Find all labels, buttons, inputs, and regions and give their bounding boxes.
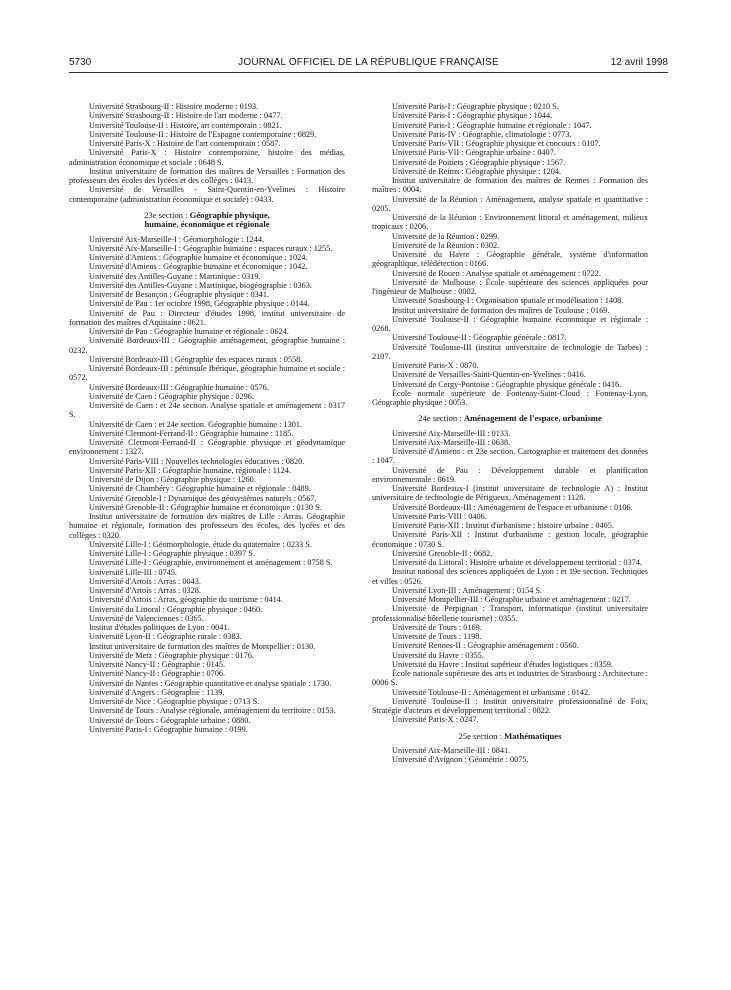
entry: Institut universitaire de formation des maîtres de Versailles : Formation des professeurs des écoles des lycées et des collèges : 0413.: [69, 166, 345, 185]
entry: Université Paris-XII : Institut d'urbanisme : gestion locale, géographie économique : 0730 S.: [372, 530, 648, 549]
section-heading-24: [372, 414, 648, 423]
entry: Université de Rouen : Analyse spatiale et aménagement : 0722.: [392, 268, 601, 278]
section-prefix: 24e section :: [418, 413, 462, 424]
entry: Université Aix-Marseille-III : 0638.: [392, 437, 511, 447]
entry: Université de Versailles - Saint-Quentin-en-Yvelines : Histoire contemporaine (administration économique et sociale) : 0433.: [69, 185, 345, 204]
entry: Université Lille-III : 0745.: [89, 567, 177, 577]
entry: Université Toulouse-II : Aménagement et urbanisme : 0142.: [392, 687, 591, 697]
entry: Université Bordeaux-III : Géographie des espaces ruraux : 0558.: [89, 354, 303, 364]
entry: Université de Perpignan : Transport, informatique (institut universitaire professionnalisé hôtellerie tourisme) : 0355.: [372, 604, 648, 623]
section-heading-25: [372, 732, 648, 741]
entry: Université Paris-I : Géographie physique : 1044.: [392, 111, 553, 121]
entry: Université Aix-Marseille-I : Géographie humaine : espaces ruraux : 1255.: [89, 243, 333, 253]
entry: Université Lille-I : Géomorphologie, étude du quaternaire : 0233 S.: [89, 539, 312, 549]
entry: Université de Versailles-Saint-Quentin-en-Yvelines : 0416.: [392, 370, 586, 380]
entry: Université Toulouse-II : Histoire, art contemporain : 0821.: [89, 120, 282, 130]
page-number: 5730: [69, 57, 92, 68]
entry: Université Grenoble-I : Dynamique des géosystèmes naturels : 0567.: [89, 493, 317, 503]
entry: Université d'Angers : Géographie : 1139.: [89, 687, 225, 697]
entry: Université Toulouse-II : Histoire de l'Espagne contemporaine : 0829.: [89, 129, 317, 139]
entry: Université Paris-I : Géographie physique : 0210 S.: [392, 102, 559, 111]
page-header: [69, 57, 668, 71]
entry: Université d'Avignon : Géométrie : 0075.: [392, 755, 529, 765]
entry: Université Toulouse-III (institut universitaire de technologie de Tarbes) : 2107.: [372, 342, 648, 361]
entry: Université de Dijon : Géographie physique : 1260.: [89, 475, 256, 485]
entry: Université de la Réunion : Aménagement, analyse spatiale et quantitative : 0205.: [372, 194, 648, 213]
entry: Université Paris-X : Histoire contemporaine, histoire des médias, administration économique et sociale : 0648 S.: [69, 148, 345, 167]
entry: Université de Pau : Développement durable et planification environnementale : 0619.: [372, 465, 648, 484]
entry: Université de Caen : et 24e section. Analyse spatiale et aménagement : 0317 S.: [69, 401, 345, 420]
section-prefix: 23e section :: [144, 209, 188, 220]
entry: Université Lyon-II : Géographie rurale : 0383.: [89, 632, 242, 642]
entry: Université de Besançon : Géographie physique : 0341.: [89, 290, 270, 300]
entry: Université Paris-VII : Géographie physique et concours : 0107.: [392, 139, 601, 148]
entry: Université de Metz : Géographie physique : 0176.: [89, 650, 254, 660]
entry: Université de la Réunion : 0302.: [392, 240, 500, 250]
entry: Université Paris-X : 0247.: [392, 715, 479, 725]
entry: Université Paris-VIII : 0406.: [392, 511, 487, 521]
entry: Université Paris-X : Histoire de l'art contemporain : 0587.: [89, 139, 281, 148]
entry: Université de Reims : Géographie physique : 1204.: [392, 166, 562, 176]
entry: Université Grenoble-II : Géographie humaine et économique : 0130 S.: [89, 502, 322, 512]
entry: Université de Nice : Géographie physique : 0713 S.: [89, 697, 260, 707]
section-title-line1: Géographie physique,: [189, 209, 270, 220]
entry: Université de la Réunion : 0299.: [392, 231, 500, 241]
entry: École nationale supérieure des arts et industries de Strasbourg : Architecture : 0006 S.: [372, 669, 648, 688]
entry: Université Bordeaux-I (institut universitaire de technologie A) : Institut universitaire de technologie de Périgueux, Aménagement : 1128.: [372, 484, 648, 503]
entry: Université Paris-X : 0870.: [392, 361, 479, 370]
entry: Université d'Artois : Arras : 0328.: [89, 586, 201, 596]
entry: Université d'Artois : Arras, géographie du tourisme : 0414.: [89, 595, 283, 605]
entry: Université Bordeaux-III : Géographie humaine : 0576.: [89, 382, 269, 392]
entry: Université de Pau : 1er octobre 1998, Géographie physique : 0144.: [89, 299, 310, 309]
entry: Université Lille-I : Géographie physique : 0397 S.: [89, 549, 255, 559]
entry: Université Clermont-Ferrand-II : Géographie humaine : 1185.: [89, 428, 294, 438]
entry: Université Paris-I : Géographie humaine et régionale : 1047.: [392, 120, 592, 130]
entry: Université de Pau : Géographie humaine et régionale : 0624.: [89, 327, 289, 337]
entry: Université Strasbourg-I : Organisation spatiale et modélisation : 1408.: [392, 296, 624, 306]
entry: Université de Poitiers : Géographie physique : 1567.: [392, 157, 566, 167]
entry: Université Bordeaux-III : Géographie aménagement, géographie humaine : 0232.: [69, 336, 345, 355]
entry: Université Paris-I : Géographie humaine : 0199.: [89, 724, 248, 734]
entry: Université Aix-Marseille-I : Géomorphologie : 1244.: [89, 234, 265, 244]
left-column: [69, 102, 345, 734]
entry: Université Aix-Marseille-III : 0133.: [392, 428, 511, 438]
entry: Université des Antilles-Guyane : Martinique : 0319.: [89, 271, 261, 281]
entry: Université de Tours : Géographie urbaine : 0880.: [89, 715, 251, 725]
entry: Université Paris-VIII : Nouvelles technologies éducatives : 0820.: [89, 456, 305, 466]
entry: Université de Valenciennes : 0365.: [89, 613, 204, 623]
entry: Université Paris-XII : Institut d'urbanisme : histoire urbaine : 0405.: [392, 521, 614, 531]
entry: Université d'Amiens : Géographie humaine et économique : 1024.: [89, 253, 308, 263]
entry: Université de Pau : Directeur d'études 1998, institut universitaire de formation des maîtres d'Aquitaine : 0621.: [69, 308, 345, 327]
entry: Université Toulouse-II : Géographie humaine économique et régionale : 0268.: [372, 314, 648, 333]
entry: Institut national des sciences appliquées de Lyon : et 19e section. Techniques et villes : 0526.: [372, 567, 648, 586]
entry: Université d'Amiens : et 23e section. Cartographie et traitement des données : 1047.: [372, 447, 648, 466]
entry: Université Bordeaux-III : Aménagement de l'espace et urbanisme : 0106.: [392, 502, 633, 512]
entry: Institut universitaire de formation des maîtres de Montpellier : 0130.: [89, 641, 316, 651]
entries-section-23-continued: [372, 102, 648, 407]
entry: Université Toulouse-II : Géographie générale : 0817.: [392, 333, 567, 343]
entry: Université du Havre : Géographie générale, système d'information géographique, télédétection : 0166.: [372, 250, 648, 269]
entry: Institut d'études politiques de Lyon : 0041.: [89, 623, 230, 633]
entry: Université Strasbourg-II : Histoire de l'art moderne : 0477.: [89, 111, 283, 121]
entry: Université Paris-XII : Géographie humaine, régionale : 1124.: [89, 465, 291, 475]
entry: Université de Nantes : Géographie quantitative et analyse spatiale : 1730.: [89, 678, 332, 688]
entry: Université Grenoble-II : 0682.: [392, 548, 493, 558]
entry: Université d'Artois : Arras : 0043.: [89, 576, 201, 586]
entry: Université Paris-IV : Géographie, climatologie : 0773.: [392, 129, 572, 139]
entry: Université Toulouse-II : Institut universitaire professionnalisé de Foix, Stratégie d'acteurs et développement territorial : 0822.: [372, 696, 648, 716]
section-title-line2: humaine, économique et régionale: [144, 219, 270, 230]
entry: Université du Havre : Institut supérieur d'études logistiques : 0359.: [392, 659, 613, 669]
section-heading-23: [69, 211, 345, 230]
issue-date: 12 avril 1998: [610, 57, 668, 68]
entry: Université Rennes-II : Géographie aménagement : 0560.: [392, 641, 579, 651]
header-rule: [69, 72, 668, 73]
entry: Université du Havre : 0355.: [392, 650, 484, 660]
journal-title: JOURNAL OFFICIEL DE LA RÉPUBLIQUE FRANÇAISE: [238, 57, 499, 68]
entry: Institut universitaire de formation des maîtres de Lille : Arras. Géographie humaine et régionale, formation des professeurs des écoles, des lycées et des collèges : 0320.: [69, 512, 345, 540]
entry: Université du Littoral : Histoire urbaine et développement territorial : 0374.: [392, 558, 642, 568]
entry: Université Strasbourg-II : Histoire moderne : 0193.: [89, 102, 259, 111]
entry: Université de Chambéry : Géographie humaine et régionale : 0489.: [89, 484, 311, 494]
section-title: Aménagement de l'espace, urbanisme: [463, 413, 602, 424]
intro-entries: [69, 102, 345, 204]
entry: Université Lyon-III : Aménagement : 0154 S.: [392, 585, 543, 595]
entry: Université de la Réunion : Environnement littoral et aménagement, milieux tropicaux : 0206.: [372, 213, 648, 232]
entry: Institut universitaire de formation des maîtres de Toulouse : 0169.: [392, 305, 610, 315]
entry: Université de Mulhouse : École supérieure des sciences appliquées pour l'ingénieur de Mulhouse : 0002.: [372, 277, 648, 296]
entry: Université des Antilles-Guyane : Martinique, biogéographie : 0363.: [89, 280, 312, 290]
entry: Université de Tours : Analyse régionale, aménagement du territoire : 0153.: [89, 706, 336, 716]
entry: Université Nancy-II : Géographie : 0145.: [89, 660, 226, 670]
entry: Université du Littoral : Géographie physique : 0460.: [89, 604, 263, 614]
section-title: Mathématiques: [504, 730, 562, 741]
entry: Université de Tours : 1198.: [392, 632, 482, 642]
entry: Université de Caen : et 24e section. Géographie humaine : 1301.: [89, 419, 303, 429]
entry: Université Paris-VII : Géographie urbaine : 0407.: [392, 148, 556, 158]
entry: Université Montpellier-III : Géographie urbaine et aménagement : 0217.: [392, 595, 631, 605]
right-column: [372, 102, 648, 765]
entries-section-25: [372, 746, 648, 765]
entry: Université Aix-Marseille-III : 0841.: [392, 746, 511, 756]
entries-section-24: [372, 429, 648, 725]
entries-section-23: [69, 235, 345, 735]
entry: Université Lille-I : Géographie, environnement et aménagement : 0758 S.: [89, 558, 333, 568]
entry: Université de Caen : Géographie physique : 0296.: [89, 391, 254, 401]
entry: Université d'Amiens : Géographie humaine et économique : 1042.: [89, 262, 308, 272]
entry: Université de Tours : 0169.: [392, 622, 482, 632]
entry: École normale supérieure de Fontenay-Saint-Cloud : Fontenay-Lyon, Géographie physique : 0053.: [372, 388, 648, 407]
section-prefix: 25e section :: [458, 730, 502, 741]
entry: Université Bordeaux-III : péninsule Ibérique, géographie humaine et sociale : 0572.: [69, 364, 345, 383]
entry: Institut universitaire de formation des maîtres de Rennes : Formation des maîtres : 0004.: [372, 176, 648, 195]
entry: Université Clermont-Ferrand-II : Géographie physique et géodynamique environnement : 1327.: [69, 438, 345, 457]
entry: Université Nancy-II : Géographie : 0706.: [89, 669, 226, 679]
entry: Université de Cergy-Pontoise : Géographie physique générale : 0416.: [392, 379, 622, 389]
